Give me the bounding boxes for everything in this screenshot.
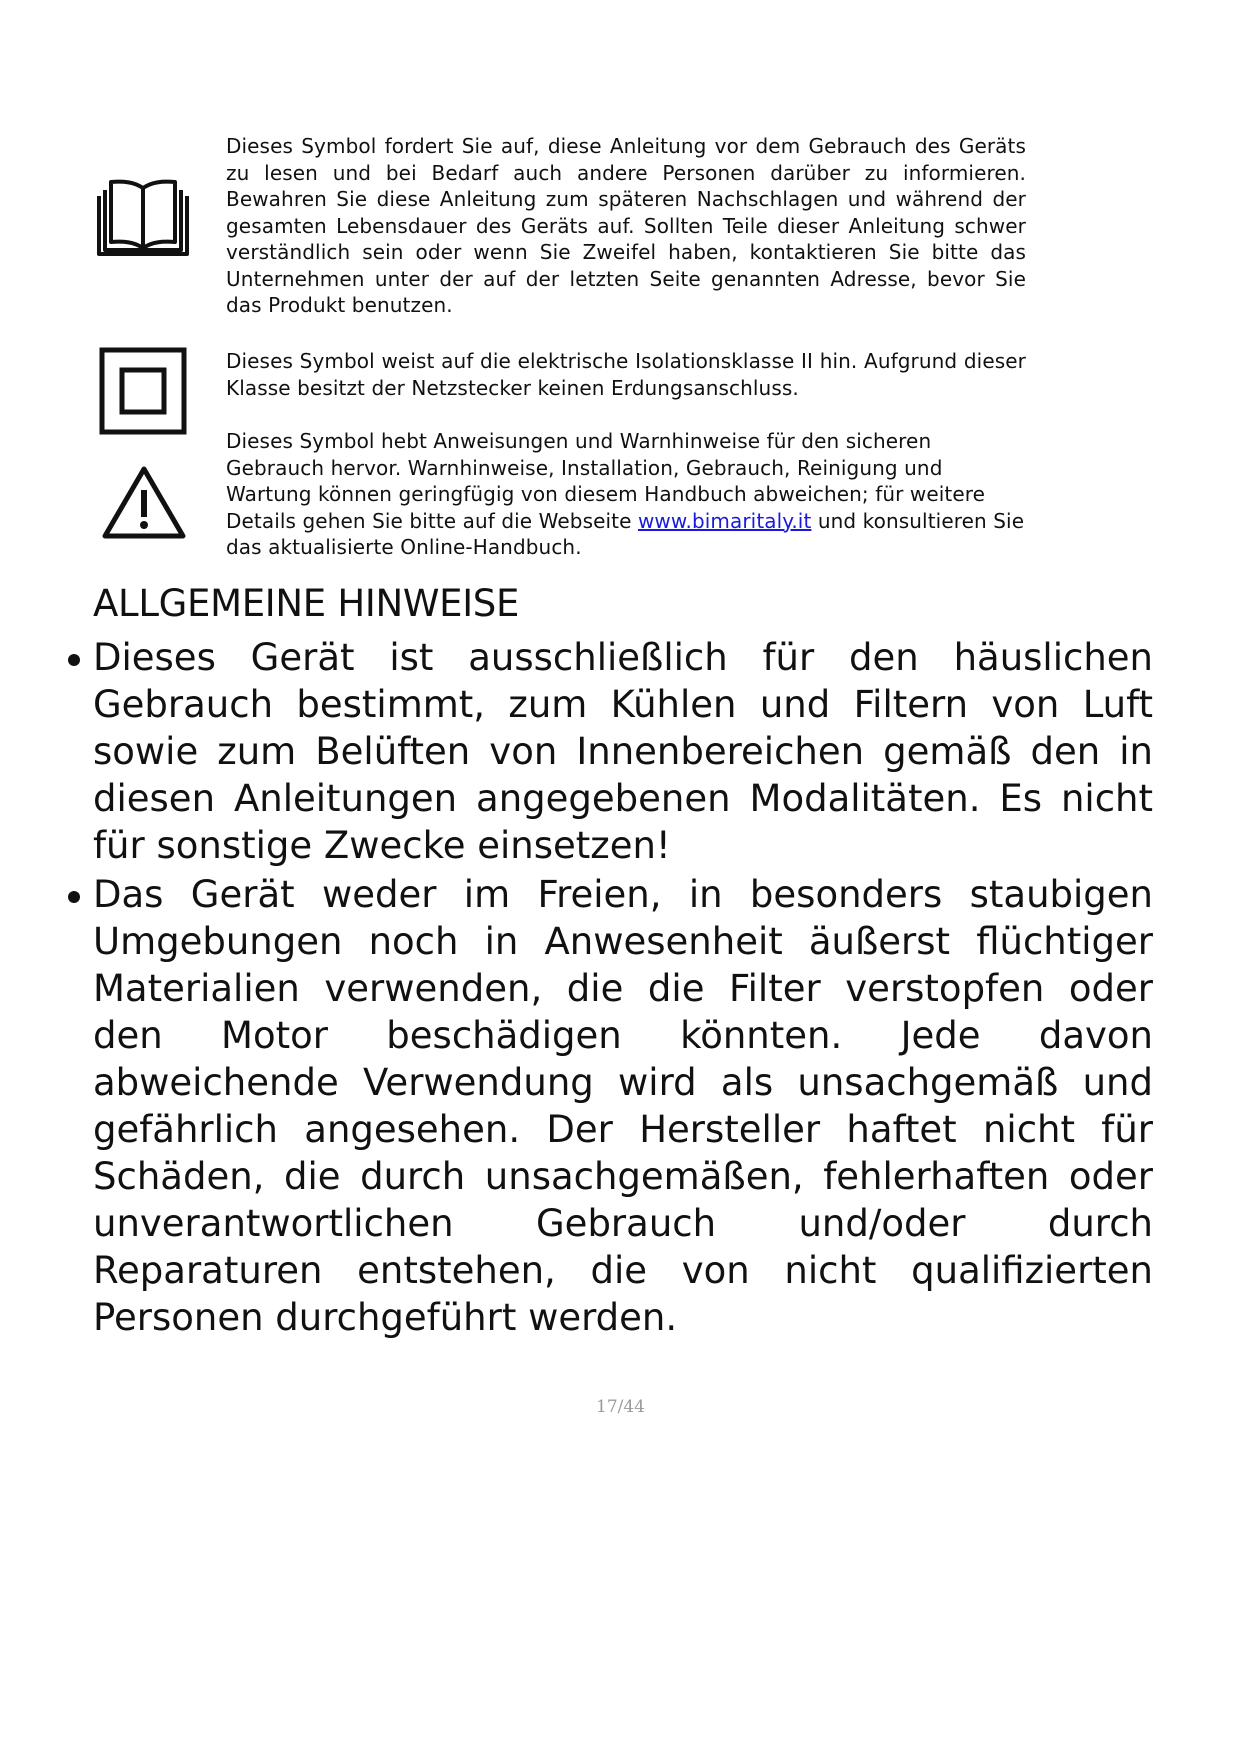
warning-text-after-link: und konsultieren Sie das aktualisierte Online-Handbuch.: [226, 508, 1025, 559]
list-item: [0, 634, 1153, 869]
symbol-description-read-manual: Dieses Symbol fordert Sie auf, diese Anleitung vor dem Gebrauch des Geräts zu lesen und bei Bedarf auch andere Personen darüber zu informieren. Bewahren Sie diese Anleitung zum späteren Nachschlagen und während der gesamten Lebensdauer des Geräts auf. Sollten Teile dieser Anleitung schwer verständlich sein oder wenn Sie Zweifel haben, kontaktieren Sie bitte das Unternehmen unter der auf der letzten Seite genannten Adresse, bevor Sie das Produkt benutzen.: [226, 134, 1026, 317]
warning-triangle-icon: [101, 464, 187, 546]
list-item-text: Dieses Gerät ist ausschließlich für den häuslichen Gebrauch bestimmt, zum Kühlen und Filtern von Luft sowie zum Belüften von Innenbereichen gemäß den in diesen Anleitungen angegebenen Modalitäten. Es nicht für sonstige Zwecke einsetzen!: [93, 636, 1153, 867]
symbol-description-class-ii: Dieses Symbol weist auf die elektrische Isolationsklasse II hin. Aufgrund dieser Klasse besitzt der Netzstecker keinen Erdungsanschluss.: [226, 349, 1026, 400]
list-item-text: Das Gerät weder im Freien, in besonders staubigen Umgebungen noch in Anwesenheit äußerst flüchtiger Materialien verwenden, die die Filter verstopfen oder den Motor beschädigen könnten. Jede davon abweichende Verwendung wird als unsachgemäß und gefährlich angesehen. Der Hersteller haftet nicht für Schäden, die durch unsachgemäßen, fehlerhaften oder unverantwortlichen Gebrauch und/oder durch Reparaturen entstehen, die von nicht qualifizierten Personen durchgeführt werden.: [93, 873, 1153, 1339]
double-square-icon: [99, 347, 187, 439]
section-title: ALLGEMEINE HINWEISE: [93, 582, 520, 625]
symbol-description-warning: [226, 428, 1026, 561]
warning-text-before-link: Dieses Symbol hebt Anweisungen und Warnhinweise für den sicheren Gebrauch hervor. Warnhinweise, Installation, Gebrauch, Reinigung und Wartung können geringfügig von diesem Handbuch abweichen; für weitere Details gehen Sie bitte auf die Webseite: [226, 429, 986, 533]
page-number: 17/44: [596, 1397, 645, 1417]
bullet-icon: [68, 654, 80, 666]
general-notes-list: [0, 634, 1241, 1343]
website-link[interactable]: www.bimaritaly.it: [637, 508, 812, 533]
book-icon: [96, 176, 190, 260]
list-item: [0, 871, 1153, 1341]
bullet-icon: [68, 891, 80, 903]
